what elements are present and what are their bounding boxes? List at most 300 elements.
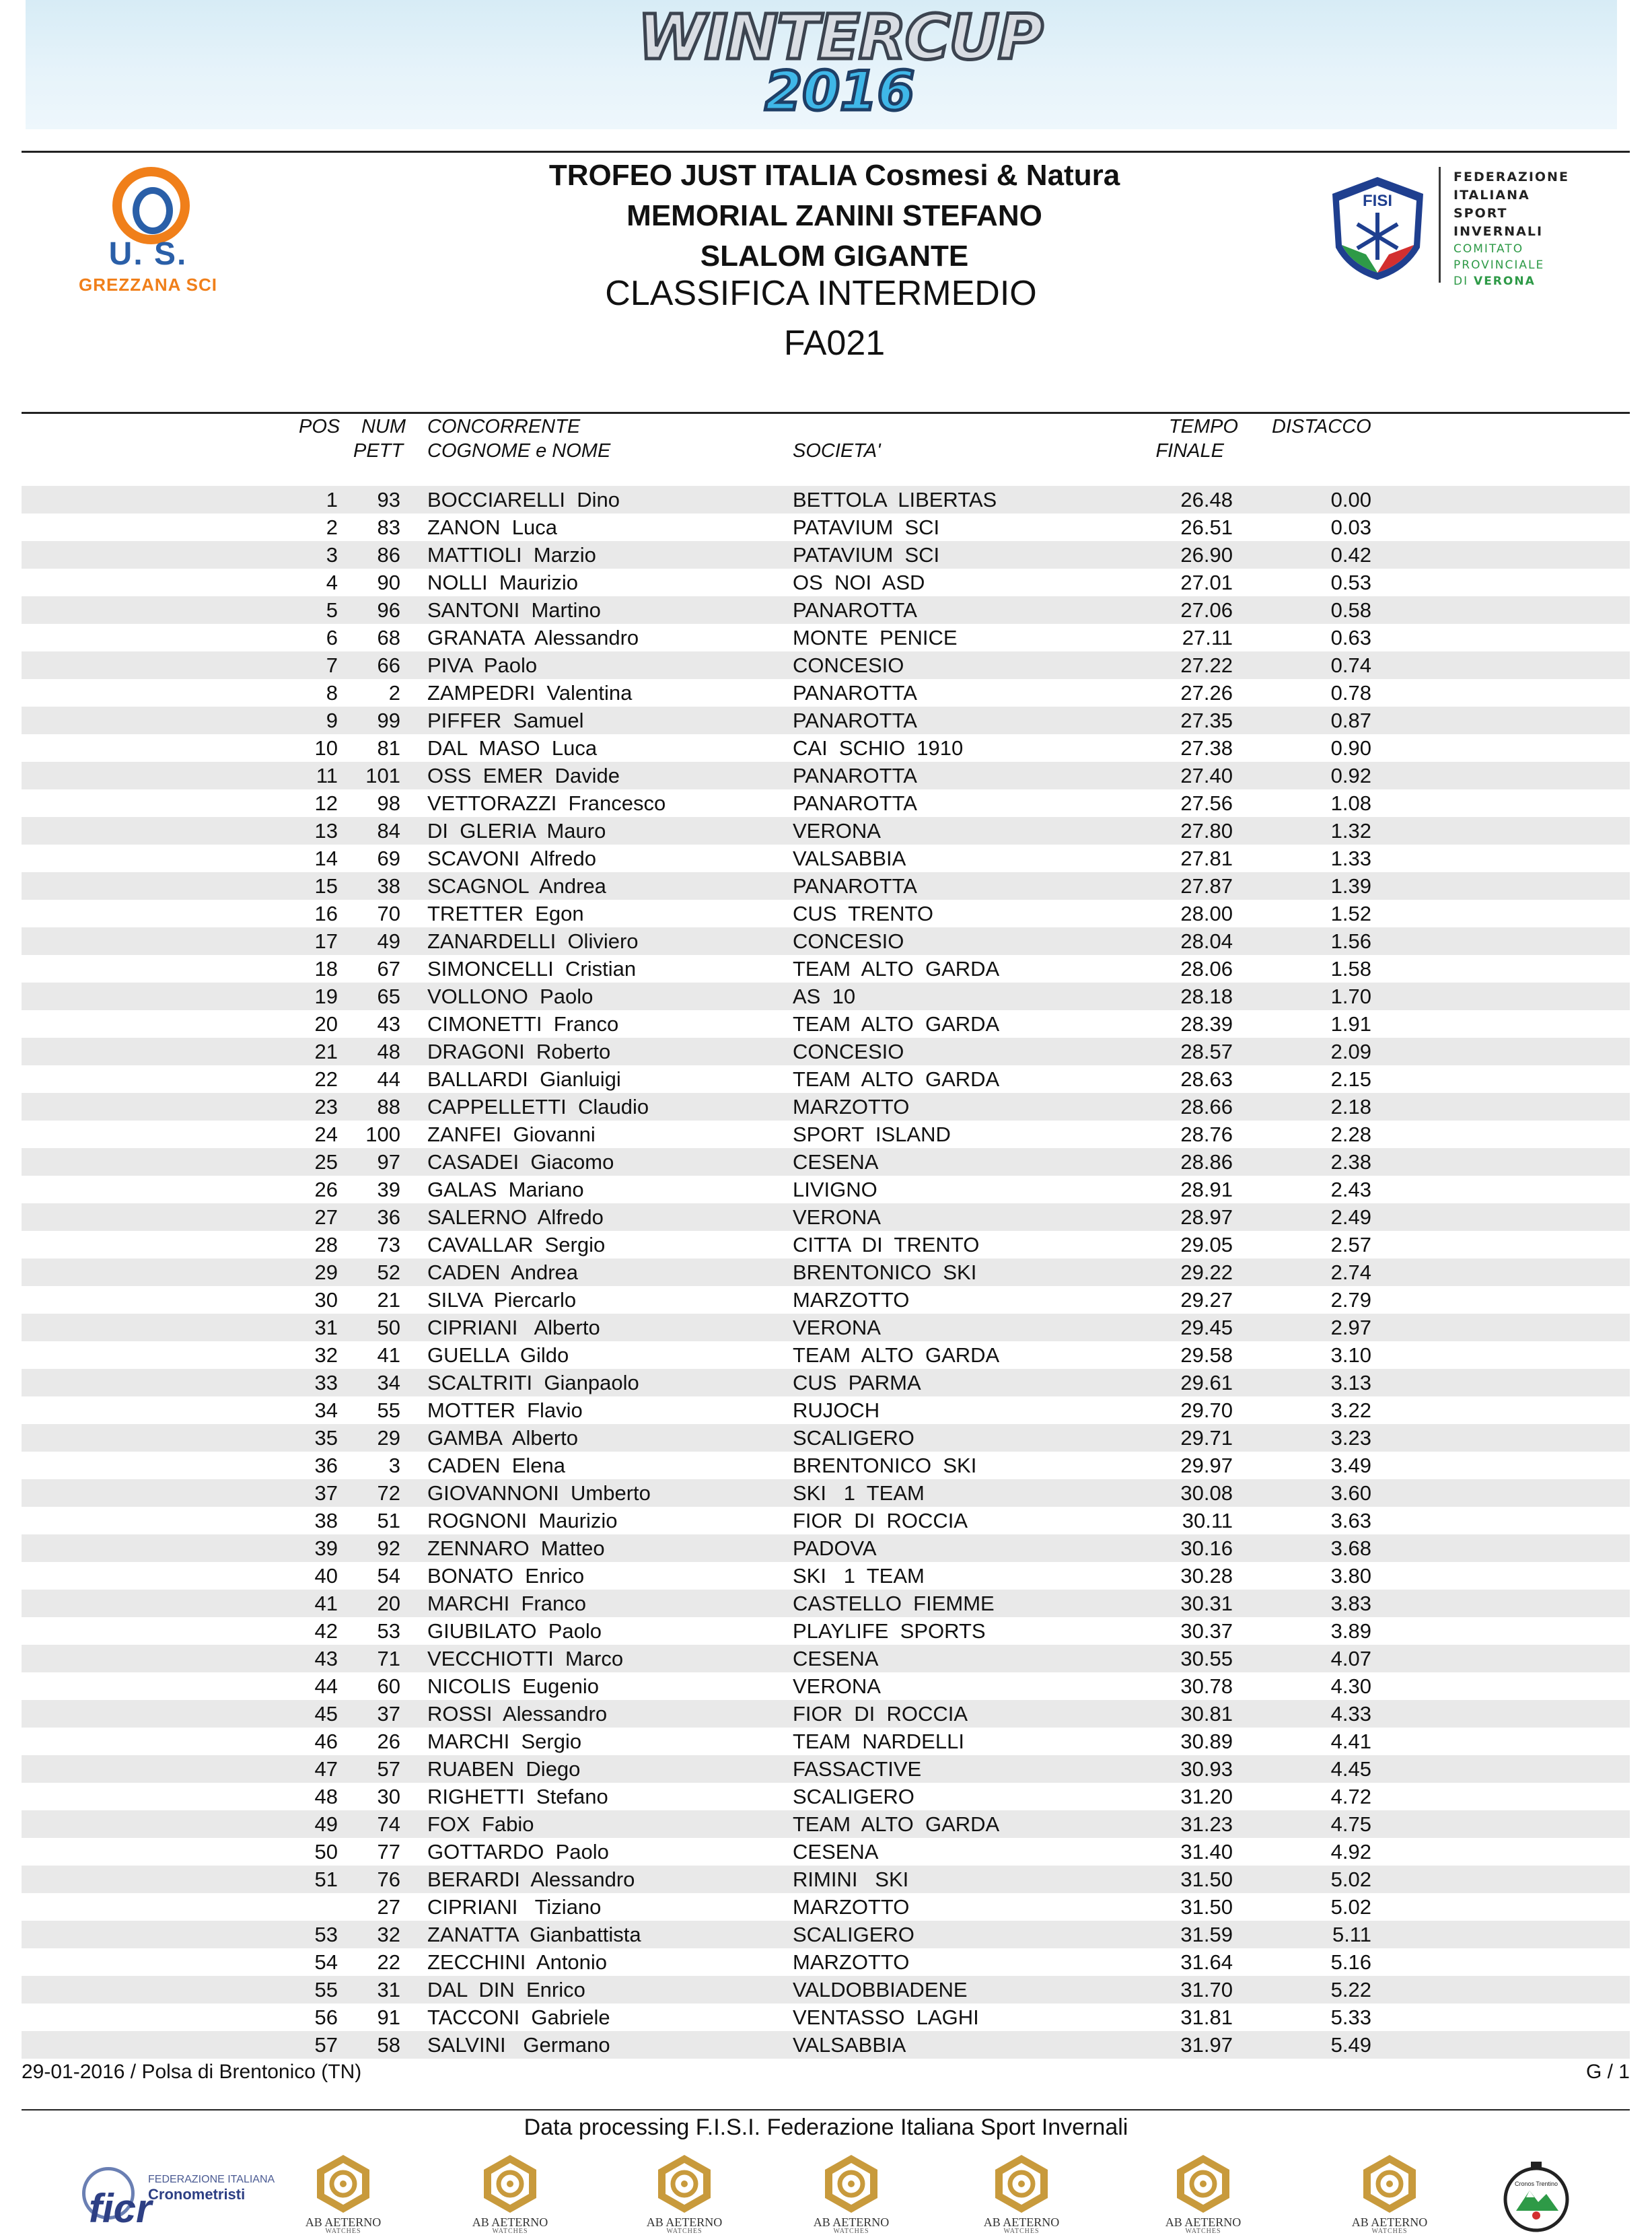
competitor-name: BALLARDI Gianluigi (427, 1067, 621, 1091)
time-gap: 3.22 (1330, 1398, 1371, 1422)
competitor-name: SIMONCELLI Cristian (427, 957, 637, 981)
club-name: BRENTONICO SKI (793, 1261, 977, 1284)
club-name: TEAM ALTO GARDA (793, 1067, 1000, 1091)
table-row (22, 1452, 1630, 1479)
competitor-name: VETTORAZZI Francesco (427, 791, 666, 815)
competitor-name: SCAVONI Alfredo (427, 847, 596, 870)
fisi-shield-icon (1326, 174, 1430, 281)
time-gap: 5.02 (1330, 1895, 1371, 1919)
club-name: CONCESIO (793, 1040, 904, 1063)
competitor-name: SANTONI Martino (427, 598, 601, 622)
competitor-name: ROSSI Alessandro (427, 1702, 608, 1726)
bib-number: 22 (377, 1950, 400, 1974)
bib-number: 66 (377, 653, 400, 677)
table-row (22, 651, 1630, 679)
bib-number: 101 (365, 764, 400, 787)
bib-number: 34 (377, 1371, 400, 1394)
table-row (22, 1093, 1630, 1121)
final-time: 28.91 (1180, 1178, 1233, 1201)
club-name: FIOR DI ROCCIA (793, 1509, 968, 1532)
ficr-cronometristi-text: Cronometristi (148, 2186, 246, 2203)
header-num: NUM (361, 416, 406, 437)
svg-text:Cronos Trentino: Cronos Trentino (1514, 2180, 1558, 2187)
time-gap: 2.09 (1330, 1040, 1371, 1063)
result-position: 10 (314, 736, 338, 760)
table-row (22, 1479, 1630, 1507)
result-position: 12 (314, 791, 338, 815)
sponsor-strip (0, 2147, 1652, 2235)
table-row (22, 1286, 1630, 1314)
table-row (22, 1866, 1630, 1893)
time-gap: 1.70 (1330, 985, 1371, 1008)
time-gap: 5.49 (1330, 2033, 1371, 2057)
ab-aeterno-sub: WATCHES (1371, 2228, 1408, 2235)
result-position: 34 (314, 1398, 338, 1422)
ab-aeterno-logo (1342, 2152, 1437, 2235)
competitor-name: CADEN Elena (427, 1454, 566, 1477)
result-position: 2 (326, 516, 338, 539)
bib-number: 50 (377, 1316, 400, 1339)
final-time: 26.48 (1180, 488, 1233, 511)
competitor-name: GALAS Mariano (427, 1178, 584, 1201)
ab-aeterno-sub: WATCHES (833, 2228, 869, 2235)
bib-number: 68 (377, 626, 400, 649)
result-position: 15 (314, 874, 338, 898)
competitor-name: BOCCIARELLI Dino (427, 488, 620, 511)
bib-number: 43 (377, 1012, 400, 1036)
final-time: 28.00 (1180, 902, 1233, 925)
club-name: VERONA (793, 1205, 881, 1229)
ab-aeterno-sub: WATCHES (666, 2228, 703, 2235)
bib-number: 69 (377, 847, 400, 870)
bib-number: 55 (377, 1398, 400, 1422)
time-gap: 0.92 (1330, 764, 1371, 787)
event-discipline: SLALOM GIGANTE (700, 240, 969, 273)
club-name: VERONA (793, 1316, 881, 1339)
event-memorial-title: MEMORIAL ZANINI STEFANO (626, 199, 1042, 232)
ficr-federation-text: FEDERAZIONE ITALIANA (148, 2174, 275, 2185)
competitor-name: OSS EMER Davide (427, 764, 620, 787)
result-position: 40 (314, 1564, 338, 1588)
result-position: 38 (314, 1509, 338, 1532)
final-time: 28.63 (1180, 1067, 1233, 1091)
final-time: 31.70 (1180, 1978, 1233, 2001)
table-row (22, 1783, 1630, 1810)
table-row (22, 1424, 1630, 1452)
table-row (22, 1176, 1630, 1203)
time-gap: 2.28 (1330, 1123, 1371, 1146)
bib-number: 58 (377, 2033, 400, 2057)
final-time: 30.31 (1180, 1592, 1233, 1615)
bib-number: 93 (377, 488, 400, 511)
result-position: 1 (326, 488, 338, 511)
wintercup-banner (26, 0, 1617, 129)
competitor-name: DAL MASO Luca (427, 736, 598, 760)
header-pos: POS (299, 416, 340, 437)
competitor-name: GUELLA Gildo (427, 1343, 569, 1367)
club-name: PATAVIUM SCI (793, 543, 940, 567)
competitor-name: ZANON Luca (427, 516, 557, 539)
result-position: 16 (314, 902, 338, 925)
ab-aeterno-sub: WATCHES (1003, 2228, 1040, 2235)
club-name: TEAM NARDELLI (793, 1730, 964, 1753)
final-time: 30.89 (1180, 1730, 1233, 1753)
result-position: 7 (326, 653, 338, 677)
bib-number: 92 (377, 1536, 400, 1560)
competitor-name: SCALTRITI Gianpaolo (427, 1371, 639, 1394)
bib-number: 96 (377, 598, 400, 622)
club-name: SPORT ISLAND (793, 1123, 951, 1146)
final-time: 30.55 (1180, 1647, 1233, 1670)
time-gap: 0.63 (1330, 626, 1371, 649)
table-row (22, 1921, 1630, 1948)
ficr-logo (75, 2160, 275, 2231)
table-row (22, 817, 1630, 845)
time-gap: 5.16 (1330, 1950, 1371, 1974)
bib-number: 86 (377, 543, 400, 567)
table-row (22, 1700, 1630, 1728)
table-row (22, 1645, 1630, 1672)
final-time: 30.78 (1180, 1674, 1233, 1698)
wintercup-logo-title: WINTERCUP (637, 1, 1042, 73)
final-time: 31.64 (1180, 1950, 1233, 1974)
bib-number: 41 (377, 1343, 400, 1367)
club-name: PLAYLIFE SPORTS (793, 1619, 986, 1643)
club-name: BETTOLA LIBERTAS (793, 488, 997, 511)
ab-aeterno-logo (637, 2152, 731, 2235)
ab-aeterno-emblem-icon (1359, 2152, 1420, 2214)
ab-aeterno-name: AB AETERNO (983, 2215, 1060, 2229)
final-time: 29.22 (1180, 1261, 1233, 1284)
club-name: PADOVA (793, 1536, 877, 1560)
bib-number: 27 (377, 1895, 400, 1919)
result-position: 37 (314, 1481, 338, 1505)
table-row (22, 789, 1630, 817)
fisi-logo (1326, 167, 1575, 288)
ab-aeterno-logo (804, 2152, 898, 2235)
bib-number: 76 (377, 1868, 400, 1891)
club-name: VERONA (793, 1674, 881, 1698)
bib-number: 52 (377, 1261, 400, 1284)
competitor-name: SALERNO Alfredo (427, 1205, 604, 1229)
ab-aeterno-sub: WATCHES (1185, 2228, 1221, 2235)
table-row (22, 1617, 1630, 1645)
club-name: CASTELLO FIEMME (793, 1592, 995, 1615)
table-row (22, 1672, 1630, 1700)
competitor-name: CASADEI Giacomo (427, 1150, 614, 1174)
classification-type: CLASSIFICA INTERMEDIO (605, 274, 1037, 313)
grezzana-sci-logo (71, 167, 225, 301)
club-name: SCALIGERO (793, 1785, 914, 1808)
result-position: 27 (314, 1205, 338, 1229)
club-name: PANAROTTA (793, 764, 917, 787)
result-position: 24 (314, 1123, 338, 1146)
club-name: TEAM ALTO GARDA (793, 1812, 1000, 1836)
time-gap: 1.39 (1330, 874, 1371, 898)
competitor-name: ZANFEI Giovanni (427, 1123, 596, 1146)
header-pett: PETT (353, 440, 404, 462)
competitor-name: GRANATA Alessandro (427, 626, 639, 649)
competitor-name: NOLLI Maurizio (427, 571, 578, 594)
page-indicator: G / 1 (1585, 2061, 1630, 2083)
final-time: 31.81 (1180, 2006, 1233, 2029)
table-row (22, 900, 1630, 927)
competitor-name: BERARDI Alessandro (427, 1868, 635, 1891)
ab-aeterno-name: AB AETERNO (646, 2215, 723, 2229)
table-row (22, 927, 1630, 955)
ab-aeterno-sub: WATCHES (325, 2228, 361, 2235)
competitor-name: PIVA Paolo (427, 653, 538, 677)
ab-aeterno-sub: WATCHES (492, 2228, 528, 2235)
club-logo-initials: U. S. (108, 236, 188, 272)
time-gap: 2.79 (1330, 1288, 1371, 1312)
competitor-name: SILVA Piercarlo (427, 1288, 577, 1312)
time-gap: 0.03 (1330, 516, 1371, 539)
club-name: MARZOTTO (793, 1095, 910, 1119)
time-gap: 0.74 (1330, 653, 1371, 677)
table-row (22, 2031, 1630, 2059)
final-time: 27.06 (1180, 598, 1233, 622)
table-row (22, 596, 1630, 624)
final-time: 29.97 (1180, 1454, 1233, 1477)
time-gap: 5.22 (1330, 1978, 1371, 2001)
table-row (22, 1258, 1630, 1286)
club-name: CONCESIO (793, 653, 904, 677)
bib-number: 60 (377, 1674, 400, 1698)
final-time: 27.81 (1180, 847, 1233, 870)
ab-aeterno-emblem-icon (821, 2152, 882, 2214)
ab-aeterno-logo (463, 2152, 557, 2235)
header-distacco: DISTACCO (1272, 416, 1371, 437)
final-time: 27.22 (1180, 653, 1233, 677)
club-name: CUS TRENTO (793, 902, 933, 925)
result-position: 49 (314, 1812, 338, 1836)
bib-number: 21 (377, 1288, 400, 1312)
table-row (22, 1976, 1630, 2003)
result-position: 46 (314, 1730, 338, 1753)
club-name: RIMINI SKI (793, 1868, 909, 1891)
bib-number: 91 (377, 2006, 400, 2029)
club-name: CESENA (793, 1647, 879, 1670)
result-position: 14 (314, 847, 338, 870)
final-time: 30.16 (1180, 1536, 1233, 1560)
final-time: 30.08 (1180, 1481, 1233, 1505)
bib-number: 53 (377, 1619, 400, 1643)
ficr-mark: ficr (89, 2186, 152, 2231)
time-gap: 3.80 (1330, 1564, 1371, 1588)
time-gap: 3.13 (1330, 1371, 1371, 1394)
bib-number: 90 (377, 571, 400, 594)
footer-divider (22, 2109, 1630, 2110)
time-gap: 2.43 (1330, 1178, 1371, 1201)
result-position: 50 (314, 1840, 338, 1864)
final-time: 27.56 (1180, 791, 1233, 815)
time-gap: 1.08 (1330, 791, 1371, 815)
club-name: MARZOTTO (793, 1950, 910, 1974)
wintercup-logo (631, 1, 1048, 128)
table-top-divider (22, 412, 1630, 414)
time-gap: 3.83 (1330, 1592, 1371, 1615)
time-gap: 3.89 (1330, 1619, 1371, 1643)
time-gap: 3.49 (1330, 1454, 1371, 1477)
time-gap: 0.53 (1330, 571, 1371, 594)
competitor-name: CADEN Andrea (427, 1261, 578, 1284)
result-position: 31 (314, 1316, 338, 1339)
time-gap: 2.74 (1330, 1261, 1371, 1284)
time-gap: 2.38 (1330, 1150, 1371, 1174)
bib-number: 20 (377, 1592, 400, 1615)
table-row (22, 1148, 1630, 1176)
cronos-trentino-logo (1499, 2160, 1573, 2232)
table-row (22, 1728, 1630, 1755)
time-gap: 3.68 (1330, 1536, 1371, 1560)
competitor-name: GAMBA Alberto (427, 1426, 578, 1450)
result-position: 39 (314, 1536, 338, 1560)
time-gap: 4.72 (1330, 1785, 1371, 1808)
competitor-name: GOTTARDO Paolo (427, 1840, 609, 1864)
competitor-name: CAPPELLETTI Claudio (427, 1095, 649, 1119)
result-position: 6 (326, 626, 338, 649)
bib-number: 70 (377, 902, 400, 925)
competitor-name: VECCHIOTTI Marco (427, 1647, 624, 1670)
time-gap: 2.97 (1330, 1316, 1371, 1339)
result-position: 45 (314, 1702, 338, 1726)
bib-number: 49 (377, 929, 400, 953)
club-name: VERONA (793, 819, 881, 843)
bib-number: 72 (377, 1481, 400, 1505)
final-time: 29.61 (1180, 1371, 1233, 1394)
bib-number: 51 (377, 1509, 400, 1532)
final-time: 27.38 (1180, 736, 1233, 760)
result-position: 19 (314, 985, 338, 1008)
header-societa: SOCIETA' (793, 440, 881, 462)
table-row (22, 1038, 1630, 1065)
table-row (22, 486, 1630, 513)
bib-number: 100 (365, 1123, 400, 1146)
competitor-name: CAVALLAR Sergio (427, 1233, 606, 1256)
table-row (22, 2003, 1630, 2031)
time-gap: 5.33 (1330, 2006, 1371, 2029)
competitor-name: RUABEN Diego (427, 1757, 581, 1781)
bib-number: 65 (377, 985, 400, 1008)
bib-number: 2 (388, 681, 400, 705)
competitor-name: BONATO Enrico (427, 1564, 585, 1588)
ab-aeterno-logo (296, 2152, 390, 2235)
bib-number: 36 (377, 1205, 400, 1229)
final-time: 28.06 (1180, 957, 1233, 981)
final-time: 27.35 (1180, 709, 1233, 732)
final-time: 31.40 (1180, 1840, 1233, 1864)
competitor-name: DI GLERIA Mauro (427, 819, 606, 843)
time-gap: 3.63 (1330, 1509, 1371, 1532)
final-time: 29.27 (1180, 1288, 1233, 1312)
ab-aeterno-emblem-icon (654, 2152, 715, 2214)
final-time: 28.39 (1180, 1012, 1233, 1036)
result-position: 43 (314, 1647, 338, 1670)
final-time: 26.90 (1180, 543, 1233, 567)
result-position: 8 (326, 681, 338, 705)
result-position: 44 (314, 1674, 338, 1698)
time-gap: 3.10 (1330, 1343, 1371, 1367)
ab-aeterno-emblem-icon (313, 2152, 373, 2214)
result-position: 55 (314, 1978, 338, 2001)
result-position: 35 (314, 1426, 338, 1450)
bib-number: 74 (377, 1812, 400, 1836)
club-name: FIOR DI ROCCIA (793, 1702, 968, 1726)
time-gap: 3.23 (1330, 1426, 1371, 1450)
bib-number: 77 (377, 1840, 400, 1864)
result-position: 11 (316, 764, 338, 787)
table-row (22, 513, 1630, 541)
club-name: VENTASSO LAGHI (793, 2006, 979, 2029)
competitor-name: FOX Fabio (427, 1812, 534, 1836)
time-gap: 1.58 (1330, 957, 1371, 981)
header-tempo: TEMPO (1168, 416, 1238, 437)
table-row (22, 1065, 1630, 1093)
club-name: VALSABBIA (793, 847, 906, 870)
final-time: 27.40 (1180, 764, 1233, 787)
final-time: 29.71 (1180, 1426, 1233, 1450)
ab-aeterno-name: AB AETERNO (1165, 2215, 1242, 2229)
time-gap: 0.00 (1330, 488, 1371, 511)
bib-number: 67 (377, 957, 400, 981)
result-position: 53 (314, 1923, 338, 1946)
result-position: 30 (314, 1288, 338, 1312)
bib-number: 48 (377, 1040, 400, 1063)
table-row (22, 569, 1630, 596)
club-name: SKI 1 TEAM (793, 1564, 925, 1588)
competitor-name: ROGNONI Maurizio (427, 1509, 618, 1532)
ab-aeterno-emblem-icon (991, 2152, 1052, 2214)
final-time: 30.37 (1180, 1619, 1233, 1643)
table-row (22, 1121, 1630, 1148)
final-time: 27.87 (1180, 874, 1233, 898)
table-row (22, 1369, 1630, 1396)
table-row (22, 1755, 1630, 1783)
table-row (22, 1396, 1630, 1424)
table-row (22, 707, 1630, 734)
club-name: TEAM ALTO GARDA (793, 1012, 1000, 1036)
table-row (22, 1590, 1630, 1617)
time-gap: 2.15 (1330, 1067, 1371, 1091)
table-row (22, 541, 1630, 569)
competitor-name: GIUBILATO Paolo (427, 1619, 602, 1643)
ab-aeterno-logo (974, 2152, 1069, 2235)
club-name: SKI 1 TEAM (793, 1481, 925, 1505)
table-row (22, 1203, 1630, 1231)
final-time: 27.11 (1182, 626, 1233, 649)
bib-number: 73 (377, 1233, 400, 1256)
ab-aeterno-name: AB AETERNO (472, 2215, 548, 2229)
result-position: 26 (314, 1178, 338, 1201)
time-gap: 5.02 (1330, 1868, 1371, 1891)
final-time: 31.59 (1180, 1923, 1233, 1946)
competitor-name: ZECCHINI Antonio (427, 1950, 608, 1974)
club-name: CESENA (793, 1150, 879, 1174)
competitor-name: TACCONI Gabriele (427, 2006, 610, 2029)
result-position: 36 (314, 1454, 338, 1477)
table-row (22, 1562, 1630, 1590)
result-position: 41 (314, 1592, 338, 1615)
competitor-name: ZANATTA Gianbattista (427, 1923, 641, 1946)
bib-number: 54 (377, 1564, 400, 1588)
club-logo-name: GREZZANA SCI (78, 275, 218, 295)
final-time: 29.58 (1180, 1343, 1233, 1367)
bib-number: 39 (377, 1178, 400, 1201)
bib-number: 88 (377, 1095, 400, 1119)
ab-aeterno-emblem-icon (1173, 2152, 1233, 2214)
result-position: 13 (314, 819, 338, 843)
